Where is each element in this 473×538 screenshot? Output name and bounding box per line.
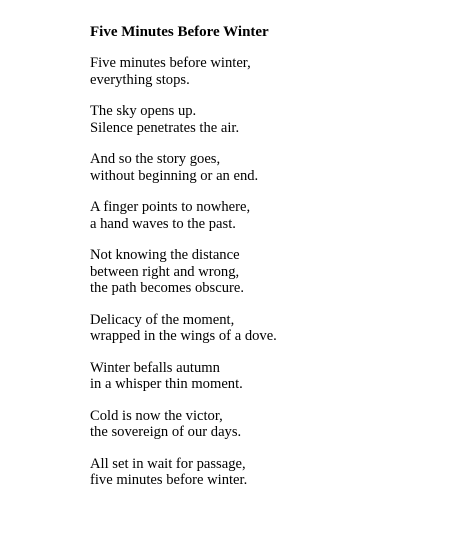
poem-line: a hand waves to the past.: [90, 215, 236, 232]
poem-line: everything stops.: [90, 71, 190, 88]
stanza: [90, 55, 460, 88]
stanza: [90, 103, 460, 136]
stanza: [90, 312, 460, 345]
poem-line: the path becomes obscure.: [90, 280, 244, 296]
poem-page: [90, 23, 460, 504]
poem-line: five minutes before winter.: [90, 472, 248, 488]
poem-line: in a whisper thin moment.: [90, 376, 243, 392]
stanza: [90, 360, 460, 393]
poem-line: Silence penetrates the air.: [90, 119, 240, 136]
poem-line: between right and wrong,: [90, 263, 240, 280]
poem-line: wrapped in the wings of a dove.: [90, 328, 277, 344]
poem-line: A finger points to nowhere,: [90, 199, 251, 215]
stanza: [90, 151, 460, 184]
poem-line: Five minutes before winter,: [90, 55, 251, 71]
poem-line: Not knowing the distance: [90, 247, 240, 263]
poem-line: the sovereign of our days.: [90, 424, 242, 440]
poem-line: All set in wait for passage,: [90, 455, 246, 472]
stanza: [90, 408, 460, 441]
stanza: [90, 247, 460, 297]
poem-title: Five Minutes Before Winter: [90, 24, 269, 40]
poem-line: The sky opens up.: [90, 103, 197, 119]
poem-line: And so the story goes,: [90, 151, 221, 167]
poem-line: without beginning or an end.: [90, 167, 259, 184]
poem-line: Delicacy of the moment,: [90, 311, 235, 328]
poem-line: Winter befalls autumn: [90, 359, 220, 376]
stanza: [90, 199, 460, 232]
poem-line: Cold is now the victor,: [90, 407, 223, 424]
stanza: [90, 456, 460, 489]
